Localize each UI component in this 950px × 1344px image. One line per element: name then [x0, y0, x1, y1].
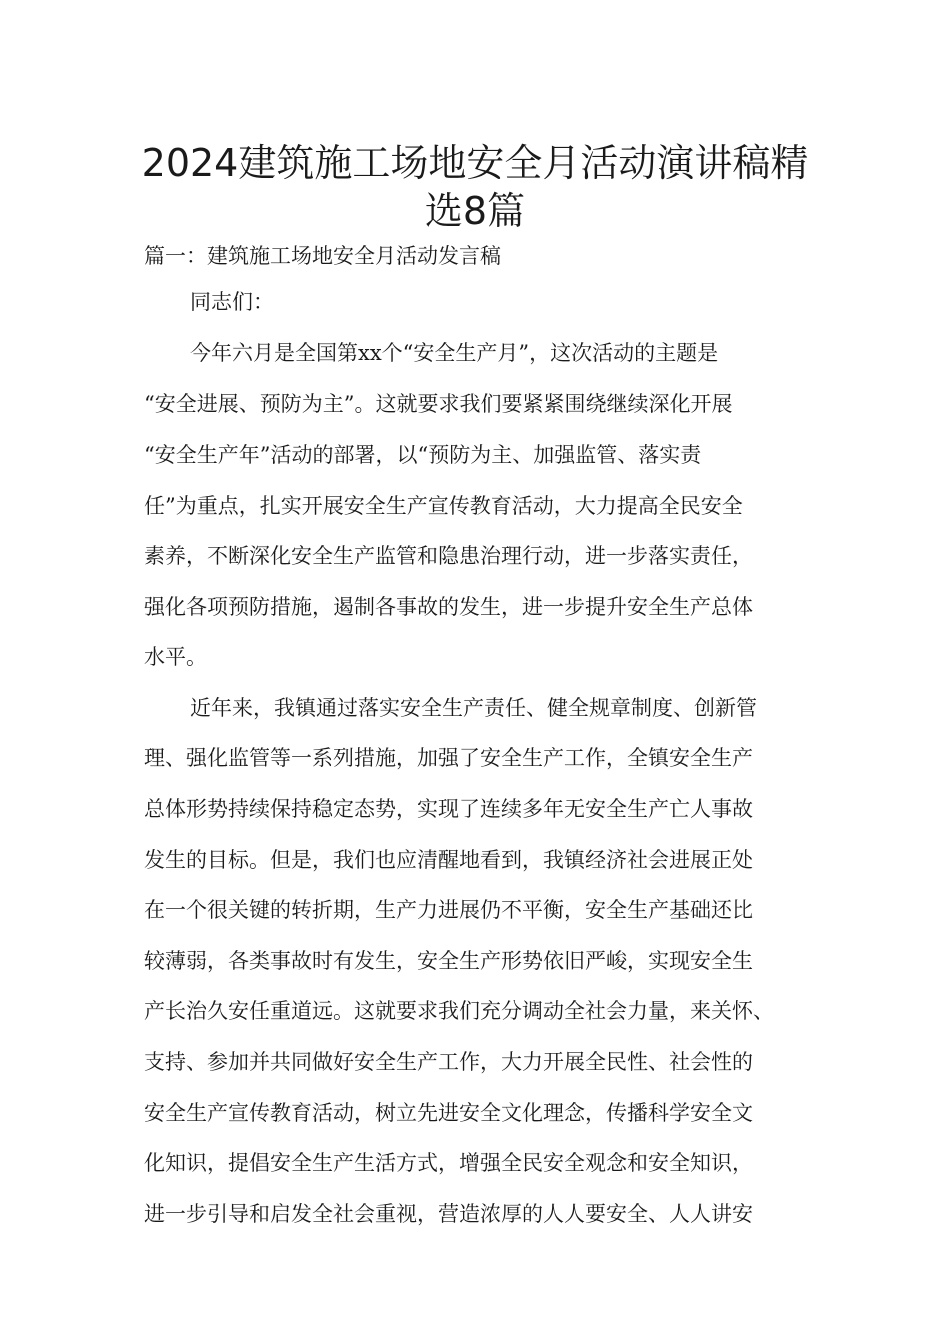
paragraph-2-line: 进一步引导和启发全社会重视，营造浓厚的人人要安全、人人讲安 — [144, 1202, 753, 1226]
paragraph-2-line: 发生的目标。但是，我们也应清醒地看到，我镇经济社会进展正处 — [144, 848, 753, 872]
document-title-line-2: 选8篇 — [424, 189, 526, 233]
paragraph-2-line: 产长治久安任重道远。这就要求我们充分调动全社会力量，来关怀、 — [144, 999, 774, 1023]
paragraph-1-line: 任”为重点，扎实开展安全生产宣传教育活动，大力提高全民安全 — [144, 494, 743, 518]
paragraph-1-line: 今年六月是全国第xx个“安全生产月”，这次活动的主题是 — [190, 341, 719, 365]
section-heading: 篇一：建筑施工场地安全月活动发言稿 — [144, 244, 501, 268]
paragraph-2-line: 安全生产宣传教育活动，树立先进安全文化理念，传播科学安全文 — [144, 1101, 753, 1125]
paragraph-1-line: 素养，不断深化安全生产监管和隐患治理行动，进一步落实责任， — [144, 544, 753, 568]
paragraph-2-line: 理、强化监管等一系列措施，加强了安全生产工作，全镇安全生产 — [144, 746, 753, 770]
paragraph-2-line: 较薄弱，各类事故时有发生，安全生产形势依旧严峻，实现安全生 — [144, 949, 753, 973]
document-title-line-1: 2024建筑施工场地安全月活动演讲稿精 — [141, 141, 809, 185]
paragraph-2-line: 总体形势持续保持稳定态势，实现了连续多年无安全生产亡人事故 — [144, 797, 753, 821]
paragraph-2-line: 化知识，提倡安全生产生活方式，增强全民安全观念和安全知识， — [144, 1151, 753, 1175]
paragraph-1-line: 水平。 — [144, 645, 207, 669]
paragraph-2-line: 支持、参加并共同做好安全生产工作，大力开展全民性、社会性的 — [144, 1050, 753, 1074]
salutation: 同志们： — [190, 290, 274, 314]
paragraph-1-line: “安全进展、预防为主”。这就要求我们要紧紧围绕继续深化开展 — [144, 392, 733, 416]
paragraph-1-line: 强化各项预防措施，遏制各事故的发生，进一步提升安全生产总体 — [144, 595, 753, 619]
paragraph-2-line: 在一个很关键的转折期，生产力进展仍不平衡，安全生产基础还比 — [144, 898, 753, 922]
paragraph-1-line: “安全生产年”活动的部署，以“预防为主、加强监管、落实责 — [144, 443, 702, 467]
paragraph-2-line: 近年来，我镇通过落实安全生产责任、健全规章制度、创新管 — [190, 696, 757, 720]
